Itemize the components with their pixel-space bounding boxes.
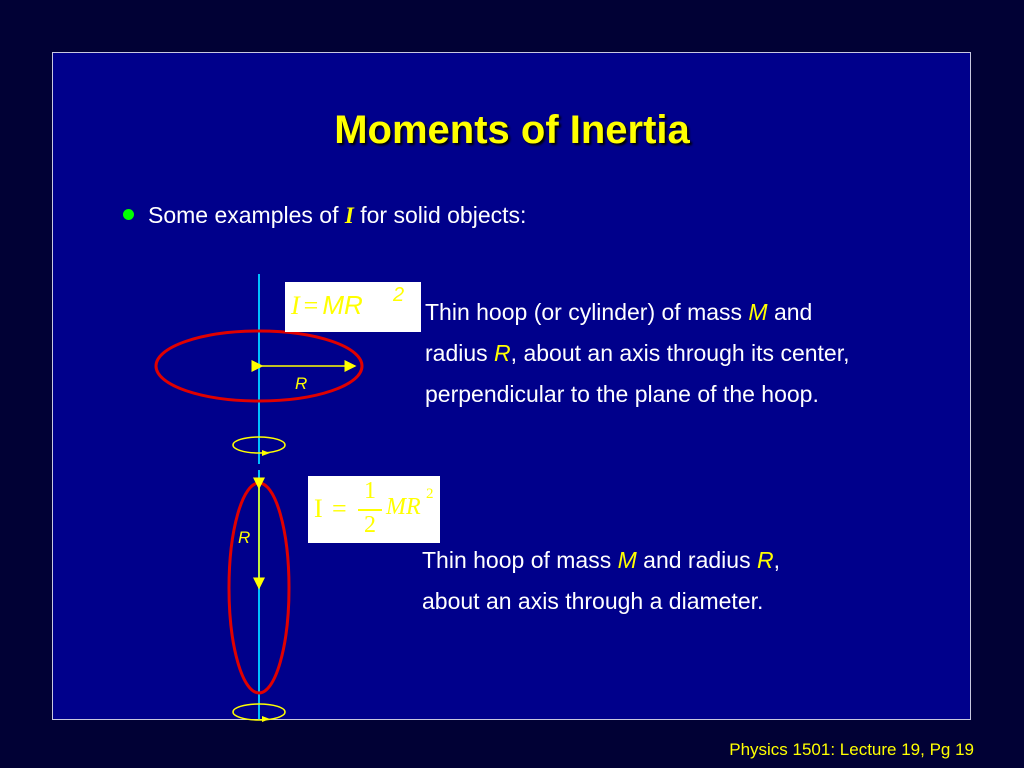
formula-eq: =	[303, 291, 319, 320]
desc-text: and radius	[636, 547, 757, 573]
formula-hoop-perp	[285, 282, 421, 332]
bullet-prefix: Some examples of	[148, 202, 345, 228]
desc-radius-symbol: R	[494, 340, 511, 366]
formula-lhs: I	[291, 291, 300, 320]
formula2-lhs: I	[314, 494, 323, 523]
bullet-symbol: I	[344, 203, 354, 228]
formula2-den: 2	[364, 512, 376, 538]
slide-footer: Physics 1501: Lecture 19, Pg 19	[729, 740, 974, 759]
radius-label-bottom: R	[238, 528, 251, 547]
desc-text: radius	[425, 340, 495, 366]
bullet-suffix: for solid objects:	[353, 202, 527, 228]
desc-hoop-diam-line1	[422, 540, 780, 581]
formula2-num: 1	[364, 478, 376, 504]
formula-hoop-diam	[308, 476, 440, 543]
desc-hoop-diam	[422, 540, 780, 622]
desc-text: Thin hoop (or cylinder) of mass	[425, 299, 749, 325]
desc-text: Thin hoop of mass	[422, 547, 618, 573]
desc-text: , about an axis through its center,	[510, 340, 850, 366]
formula-exp: 2	[393, 284, 405, 306]
formula2-rhs: MR	[386, 494, 421, 520]
desc-text: ,	[773, 547, 780, 573]
formula-rhs: MR	[322, 290, 363, 320]
formula-hoop-perp-expression	[291, 290, 363, 321]
desc-radius-symbol: R	[756, 547, 774, 573]
desc-hoop-perp-line1	[425, 292, 850, 333]
radius-label-top: R	[295, 374, 308, 393]
formula2-exp: 2	[426, 486, 434, 502]
fraction-bar	[358, 509, 382, 511]
desc-hoop-perp	[425, 292, 850, 415]
desc-hoop-diam-line2: about an axis through a diameter.	[422, 588, 764, 614]
desc-text: and	[767, 299, 813, 325]
desc-mass-symbol: M	[617, 547, 637, 573]
formula2-eq: =	[332, 494, 347, 523]
desc-mass-symbol: M	[748, 299, 768, 325]
slide-title: Moments of Inertia	[334, 108, 690, 152]
desc-hoop-perp-line3: perpendicular to the plane of the hoop.	[425, 381, 819, 407]
desc-hoop-perp-line2	[425, 333, 850, 374]
